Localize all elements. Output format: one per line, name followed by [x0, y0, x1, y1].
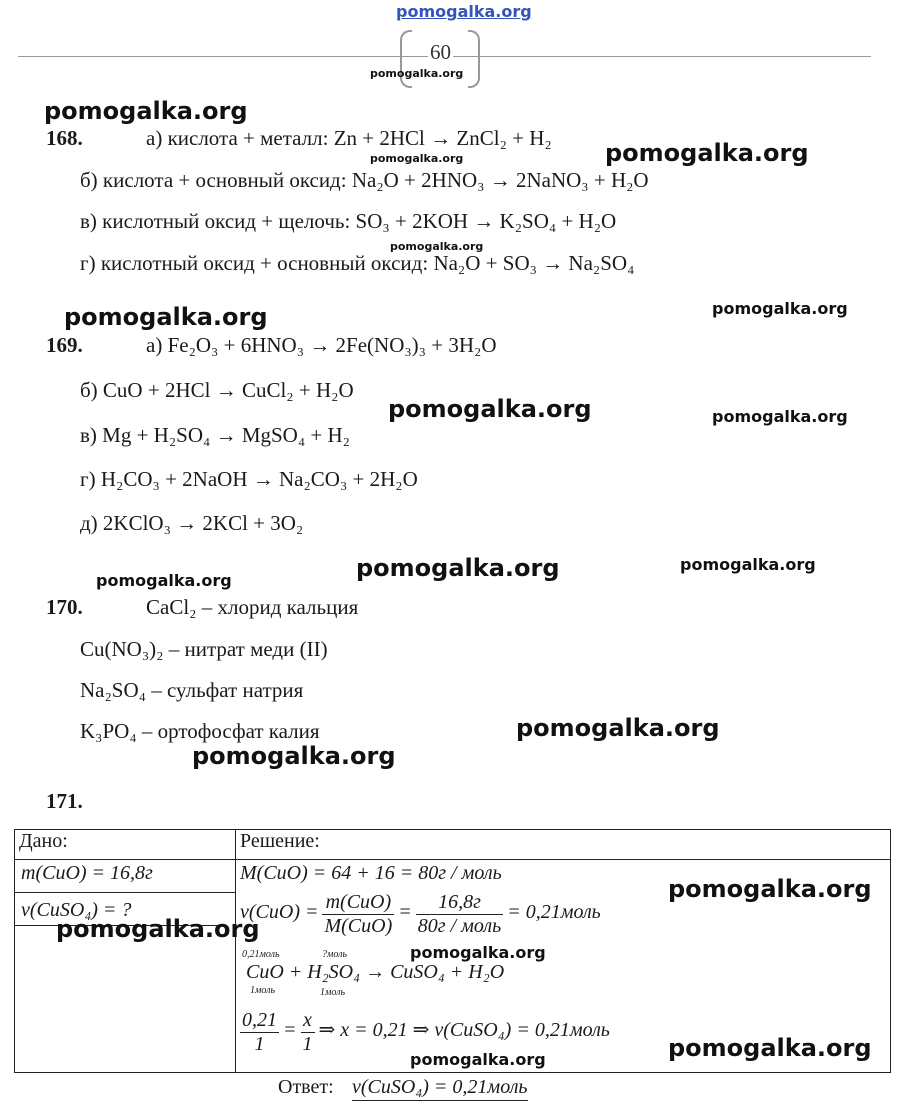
fraction-bottom: 80г / моль [417, 915, 502, 937]
eq-text: CuO + H₂SO₄ → CuSO₄ + H₂O [246, 961, 505, 983]
problem-number-170: 170. [46, 595, 83, 619]
watermark: pomogalka.org [96, 571, 232, 590]
proportion-result: ⇒ x = 0,21 ⇒ ν(CuSO₄) = 0,21моль [318, 1019, 610, 1042]
watermark: pomogalka.org [390, 240, 484, 253]
watermark: pomogalka.org [56, 915, 260, 943]
proportion-line: $\frac{0,21}{1}$ = $\frac{x}{1}$ ⇒ x = 0,21 ⇒ ν(CuSO₄) = 0,21моль [242, 1009, 610, 1055]
given-header: Дано: [19, 830, 68, 852]
moles-result: = 0,21моль [507, 901, 601, 924]
given-unknown: ν(CuSO₄) = ? [15, 893, 227, 926]
proportion-fraction-1 [240, 1009, 279, 1056]
solution-header: Решение: [240, 830, 320, 852]
problem-number-171: 171. [46, 789, 83, 813]
p169-line-b: б) CuO + 2HCl → CuCl₂ + H₂O [80, 378, 354, 402]
p170-line-4: K₃PO₄ – ортофосфат калия [80, 719, 320, 743]
p169-line-a: а) Fe₂O₃ + 6HNO₃ → 2Fe(NO₃)₃ + 3H₂O [146, 333, 497, 357]
watermark: pomogalka.org [712, 299, 848, 318]
page-number: 60 [430, 40, 451, 64]
p170-line-1: CaCl₂ – хлорид кальция [146, 595, 359, 619]
fraction-top: m(CuO) [322, 891, 394, 915]
moles-label: ν(CuO) = [240, 901, 319, 924]
header-watermark-small: pomogalka.org [370, 67, 464, 80]
problem-number-169: 169. [46, 333, 83, 357]
p169-line-d: д) 2KClO₃ → 2KCl + 3O₂ [80, 511, 304, 535]
fraction-top: 16,8г [416, 891, 503, 915]
watermark: pomogalka.org [356, 554, 560, 582]
watermark: pomogalka.org [44, 97, 248, 125]
p170-line-3: Na₂SO₄ – сульфат натрия [80, 678, 304, 702]
watermark: pomogalka.org [370, 152, 464, 165]
moles-line: ν(CuO) = $\frac{\text{m(CuO)}}{\text{M(CuO)}}$ = $\frac{16,8г}{\text{80г / моль}}$ = 0,21моль [240, 891, 601, 937]
watermark: pomogalka.org [410, 943, 546, 962]
watermark: pomogalka.org [680, 555, 816, 574]
p168-line-b: б) кислота + основный оксид: Na₂O + 2HNO₃ → 2NaNO₃ + H₂O [80, 168, 649, 192]
watermark: pomogalka.org [668, 1034, 872, 1062]
p169-line-g: г) H₂CO₃ + 2NaOH → Na₂CO₃ + 2H₂O [80, 467, 418, 491]
answer-value: ν(CuSO₄) = 0,21моль [352, 1076, 528, 1101]
fraction-m-over-M [322, 891, 394, 938]
reaction-equation [240, 947, 886, 1005]
p168-line-g: г) кислотный оксид + основный оксид: Na₂O + SO₃ → Na₂SO₄ [80, 251, 635, 275]
p168-line-v: в) кислотный оксид + щелочь: SO₃ + 2KOH → K₂SO₄ + H₂O [80, 209, 617, 233]
watermark: pomogalka.org [605, 139, 809, 167]
proportion-fraction-2 [301, 1009, 315, 1056]
eq-above-h2so4: ?моль [322, 949, 348, 960]
watermark: pomogalka.org [712, 407, 848, 426]
eq-above-cuo: 0,21моль [242, 949, 280, 960]
problem-number-168: 168. [46, 126, 83, 150]
watermark: pomogalka.org [516, 714, 720, 742]
answer-label: Ответ: [278, 1076, 334, 1098]
p168-line-a: а) кислота + металл: Zn + 2HCl → ZnCl₂ + H₂ [146, 126, 552, 150]
watermark: pomogalka.org [192, 742, 396, 770]
molar-mass-line: M(CuO) = 64 + 16 = 80г / моль [240, 862, 502, 884]
page-number-bracket-right [468, 30, 480, 88]
fraction-bottom: 1 [302, 1033, 313, 1055]
fraction-top: 0,21 [242, 1009, 277, 1031]
fraction-values [416, 891, 503, 938]
fraction-bottom: 1 [254, 1033, 265, 1055]
watermark: pomogalka.org [668, 875, 872, 903]
watermark: pomogalka.org [410, 1050, 546, 1069]
p169-line-v: в) Mg + H₂SO₄ → MgSO₄ + H₂ [80, 423, 350, 447]
fraction-top: x [301, 1009, 315, 1033]
eq-below-cuo: 1моль [250, 985, 276, 996]
watermark: pomogalka.org [388, 395, 592, 423]
eq-below-h2so4: 1моль [320, 987, 346, 998]
site-header-link[interactable]: pomogalka.org [396, 2, 532, 21]
watermark: pomogalka.org [64, 303, 268, 331]
fraction-bottom: M(CuO) [324, 915, 393, 937]
given-mass: m(CuO) = 16,8г [15, 860, 235, 893]
p170-line-2: Cu(NO₃)₂ – нитрат меди (II) [80, 637, 328, 661]
